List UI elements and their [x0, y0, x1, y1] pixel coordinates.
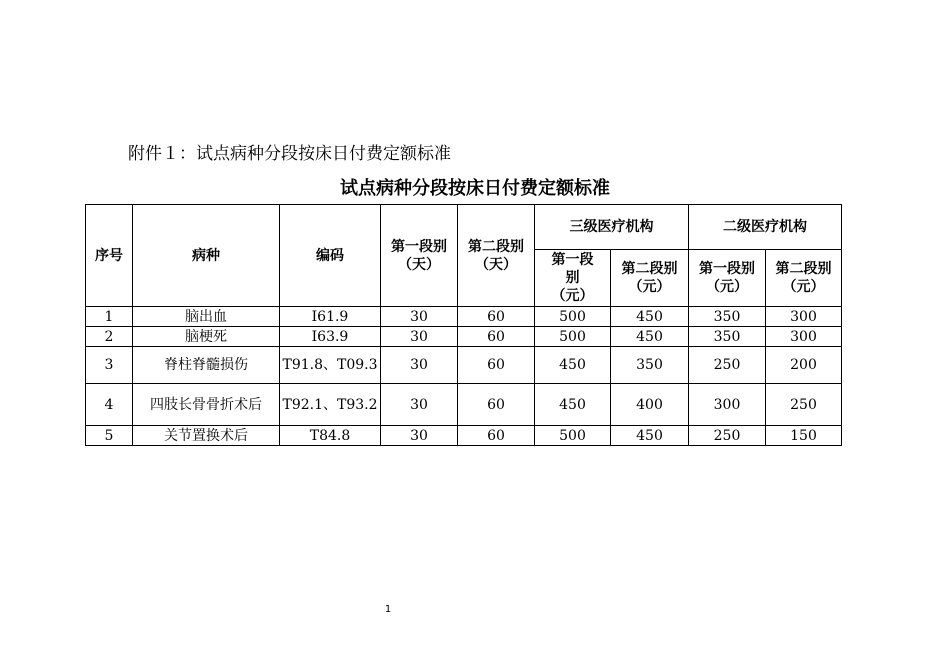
header-seq: 序号 [86, 205, 133, 307]
cell-tier3-stage1: 500 [535, 327, 611, 347]
cell-tier3-stage2: 450 [611, 307, 689, 327]
cell-stage2-days: 60 [458, 327, 535, 347]
cell-code: T91.8、T09.3 [280, 347, 381, 384]
header-stage2-days: 第二段别（天） [458, 205, 535, 307]
cell-tier3-stage1: 500 [535, 426, 611, 446]
cell-stage2-days: 60 [458, 307, 535, 327]
cell-tier2-stage2: 300 [766, 307, 842, 327]
table-row [86, 426, 842, 446]
cell-stage1-days: 30 [381, 327, 458, 347]
table-row [86, 384, 842, 426]
header-tier2-stage2: 第二段别（元） [766, 250, 842, 307]
cell-tier3-stage2: 450 [611, 426, 689, 446]
cell-tier2-stage1: 250 [689, 347, 766, 384]
cell-disease: 四肢长骨骨折术后 [133, 384, 280, 426]
cell-tier2-stage2: 250 [766, 384, 842, 426]
header-disease: 病种 [133, 205, 280, 307]
cell-disease: 脊柱脊髓损伤 [133, 347, 280, 384]
cell-tier2-stage1: 300 [689, 384, 766, 426]
cell-stage2-days: 60 [458, 384, 535, 426]
cell-tier2-stage1: 350 [689, 327, 766, 347]
cell-code: I61.9 [280, 307, 381, 327]
cell-tier2-stage2: 150 [766, 426, 842, 446]
header-tier3-stage1: 第一段别（元） [535, 250, 611, 307]
header-tier3-stage2: 第二段别（元） [611, 250, 689, 307]
cell-stage1-days: 30 [381, 384, 458, 426]
cell-tier3-stage2: 400 [611, 384, 689, 426]
cell-stage1-days: 30 [381, 307, 458, 327]
cell-seq: 3 [86, 347, 133, 384]
header-tier2-stage1: 第一段别（元） [689, 250, 766, 307]
table-title: 试点病种分段按床日付费定额标准 [340, 178, 610, 199]
cell-tier3-stage2: 450 [611, 327, 689, 347]
cell-code: I63.9 [280, 327, 381, 347]
cell-tier2-stage1: 250 [689, 426, 766, 446]
cell-disease: 关节置换术后 [133, 426, 280, 446]
cell-seq: 2 [86, 327, 133, 347]
cell-seq: 5 [86, 426, 133, 446]
attachment-label: 附件１：试点病种分段按床日付费定额标准 [128, 144, 451, 164]
cell-tier2-stage2: 200 [766, 347, 842, 384]
header-tier2-institution: 二级医疗机构 [689, 205, 842, 250]
fee-standard-table [85, 204, 842, 446]
cell-stage1-days: 30 [381, 347, 458, 384]
cell-seq: 4 [86, 384, 133, 426]
cell-tier2-stage2: 300 [766, 327, 842, 347]
table-row [86, 307, 842, 327]
cell-tier3-stage1: 500 [535, 307, 611, 327]
cell-tier3-stage2: 350 [611, 347, 689, 384]
header-stage1-days: 第一段别（天） [381, 205, 458, 307]
cell-stage1-days: 30 [381, 426, 458, 446]
cell-tier3-stage1: 450 [535, 384, 611, 426]
cell-seq: 1 [86, 307, 133, 327]
cell-tier3-stage1: 450 [535, 347, 611, 384]
cell-disease: 脑梗死 [133, 327, 280, 347]
cell-tier2-stage1: 350 [689, 307, 766, 327]
cell-stage2-days: 60 [458, 426, 535, 446]
header-tier3-institution: 三级医疗机构 [535, 205, 689, 250]
page-number: 1 [384, 604, 392, 615]
cell-disease: 脑出血 [133, 307, 280, 327]
cell-code: T84.8 [280, 426, 381, 446]
cell-stage2-days: 60 [458, 347, 535, 384]
table-row [86, 347, 842, 384]
header-code: 编码 [280, 205, 381, 307]
table-row [86, 327, 842, 347]
cell-code: T92.1、T93.2 [280, 384, 381, 426]
